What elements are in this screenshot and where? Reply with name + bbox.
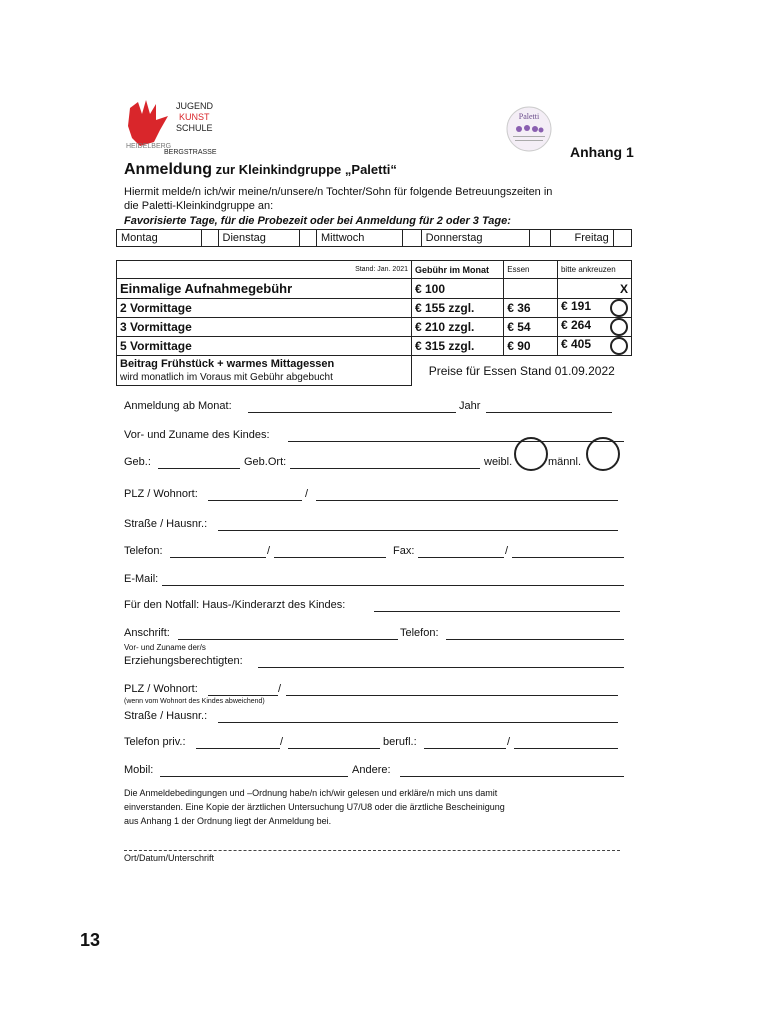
plz-slash: / <box>305 488 309 500</box>
once-label: Einmalige Aufnahmegebühr <box>117 279 412 299</box>
strasse-label: Straße / Hausnr.: <box>124 518 208 530</box>
email-field[interactable] <box>162 585 624 586</box>
day-mittwoch-box[interactable] <box>403 230 421 247</box>
prices-note: Preise für Essen Stand 01.09.2022 <box>428 363 615 378</box>
andere-field[interactable] <box>400 776 624 777</box>
row-3-checkbox[interactable] <box>610 318 628 336</box>
telefon-label: Telefon: <box>124 545 163 557</box>
row-2-fee: € 155 zzgl. <box>412 299 504 318</box>
row-3-food: € 54 <box>504 318 558 337</box>
plz2-label: PLZ / Wohnort: <box>124 683 198 695</box>
jahr-field[interactable] <box>486 412 612 413</box>
statement-line-1: Die Anmeldebedingungen und –Ordnung habe/n ich/wir gelesen und erkläre/n mich uns damit <box>124 788 498 798</box>
statement-line-2: einverstanden. Eine Kopie der ärztlichen Untersuchung U7/U8 oder die ärztliche Bescheinigung <box>124 802 505 812</box>
logo-kunst: KUNST <box>179 112 210 122</box>
day-donnerstag: Donnerstag <box>421 230 529 247</box>
once-checkmark[interactable]: X <box>557 279 631 299</box>
row-2-checkbox[interactable] <box>610 299 628 317</box>
day-freitag-box[interactable] <box>613 230 631 247</box>
berufl-label: berufl.: <box>383 736 417 748</box>
plz2-note: (wenn vom Wohnort des Kindes abweichend) <box>124 698 265 705</box>
geb-ort-field[interactable] <box>290 468 480 469</box>
notfall-label: Für den Notfall: Haus-/Kinderarzt des Kindes: <box>124 599 346 611</box>
plz-field[interactable] <box>208 500 302 501</box>
statement-line-3: aus Anhang 1 der Ordnung liegt der Anmeldung bei. <box>124 816 332 826</box>
page-number: 13 <box>80 930 101 950</box>
telefon-field-1[interactable] <box>170 557 266 558</box>
title-main: Anmeldung <box>124 161 212 178</box>
logo-schule: SCHULE <box>176 123 213 133</box>
row-3-total-cell[interactable] <box>557 318 631 337</box>
days-table <box>116 229 632 247</box>
intro-line-2: die Paletti-Kleinkindgruppe an: <box>124 200 274 212</box>
meal-cell <box>117 356 412 386</box>
row-5-total-cell[interactable] <box>557 337 631 356</box>
plz-label: PLZ / Wohnort: <box>124 488 198 500</box>
favorite-days-label: Favorisierte Tage, für die Probezeit oder bei Anmeldung für 2 oder 3 Tage: <box>124 215 511 227</box>
day-dienstag-box[interactable] <box>300 230 317 247</box>
meal-note: wird monatlich im Voraus mit Gebühr abgebucht <box>120 371 333 383</box>
paletti-logo <box>495 105 563 153</box>
geb-ort-label: Geb.Ort: <box>244 456 287 468</box>
food-col-header: Essen <box>504 261 558 279</box>
berufl-field-2[interactable] <box>514 748 618 749</box>
fee-table <box>116 260 632 386</box>
erz-small-label: Vor- und Zuname der/s <box>124 643 206 652</box>
day-montag: Montag <box>117 230 202 247</box>
row-5-fee: € 315 zzgl. <box>412 337 504 356</box>
logo-heidelberg: HEIDELBERG <box>126 143 172 150</box>
berufl-field-1[interactable] <box>424 748 506 749</box>
day-montag-box[interactable] <box>201 230 218 247</box>
wohnort2-field[interactable] <box>286 695 618 696</box>
anschrift-label: Anschrift: <box>124 627 170 639</box>
name-kind-field[interactable] <box>288 441 624 442</box>
fee-stand: Stand: Jan. 2021 <box>117 261 412 279</box>
row-5-label: 5 Vormittage <box>117 337 412 356</box>
row-2-total-cell[interactable] <box>557 299 631 318</box>
anmeldung-ab-label: Anmeldung ab Monat: <box>124 400 232 412</box>
tel-priv-field-2[interactable] <box>288 748 380 749</box>
tel-priv-field-1[interactable] <box>196 748 280 749</box>
strasse2-label: Straße / Hausnr.: <box>124 710 208 722</box>
tel-priv-slash: / <box>280 736 284 748</box>
mobil-field[interactable] <box>160 776 348 777</box>
signature-label: Ort/Datum/Unterschrift <box>124 853 215 863</box>
telefon2-field[interactable] <box>446 639 624 640</box>
once-fee: € 100 <box>412 279 504 299</box>
andere-label: Andere: <box>352 764 391 776</box>
maennl-label: männl. <box>548 456 582 468</box>
row-3-total: € 264 <box>560 318 591 332</box>
row-2-food: € 36 <box>504 299 558 318</box>
meal-bold-text: Beitrag Frühstück + warmes Mittagessen <box>120 357 335 370</box>
row-2-total: € 191 <box>560 299 591 313</box>
maennl-checkbox[interactable] <box>586 437 620 471</box>
anmeldung-monat-field[interactable] <box>248 412 456 413</box>
check-col-header: bitte ankreuzen <box>557 261 631 279</box>
once-food-empty <box>504 279 558 299</box>
row-3-label: 3 Vormittage <box>117 318 412 337</box>
row-3-fee: € 210 zzgl. <box>412 318 504 337</box>
tel-priv-label: Telefon priv.: <box>124 736 186 748</box>
anschrift-field[interactable] <box>178 639 398 640</box>
weibl-label: weibl. <box>484 456 513 468</box>
day-dienstag: Dienstag <box>218 230 300 247</box>
erz-field[interactable] <box>258 667 624 668</box>
fee-col-header: Gebühr im Monat <box>412 261 504 279</box>
day-mittwoch: Mittwoch <box>317 230 403 247</box>
row-5-food: € 90 <box>504 337 558 356</box>
fax-slash: / <box>505 545 509 557</box>
telefon-slash: / <box>267 545 271 557</box>
name-kind-label: Vor- und Zuname des Kindes: <box>124 429 270 441</box>
form-title <box>124 161 397 179</box>
wohnort-field[interactable] <box>316 500 618 501</box>
row-2-label: 2 Vormittage <box>117 299 412 318</box>
intro-line-1: Hiermit melde/n ich/wir meine/n/unsere/n Tochter/Sohn für folgende Betreuungszeiten in <box>124 186 553 198</box>
notfall-field[interactable] <box>374 611 620 612</box>
strasse-field[interactable] <box>218 530 618 531</box>
paletti-logo-text: Paletti <box>518 112 540 121</box>
mobil-label: Mobil: <box>124 764 154 776</box>
intro-text <box>124 185 552 213</box>
geb-field[interactable] <box>158 468 240 469</box>
jugendkunstschule-logo <box>124 98 224 158</box>
plz2-field[interactable] <box>208 695 278 696</box>
row-5-checkbox[interactable] <box>610 337 628 355</box>
fax-label: Fax: <box>393 545 415 557</box>
logo-bergstrasse: BERGSTRASSE <box>164 149 217 156</box>
jahr-label: Jahr <box>459 400 481 412</box>
day-donnerstag-box[interactable] <box>529 230 550 247</box>
telefon2-label: Telefon: <box>400 627 439 639</box>
day-freitag: Freitag <box>550 230 613 247</box>
fax-field-1[interactable] <box>418 557 504 558</box>
row-5-total: € 405 <box>560 337 591 351</box>
title-rest: zur Kleinkindgruppe „Paletti“ <box>212 162 397 177</box>
telefon-field-2[interactable] <box>274 557 386 558</box>
logo-jugend: JUGEND <box>176 101 214 111</box>
plz2-slash: / <box>278 683 282 695</box>
erz-label: Erziehungsberechtigten: <box>124 655 243 667</box>
anhang-label: Anhang 1 <box>570 144 634 160</box>
signature-field[interactable] <box>124 850 620 851</box>
weibl-checkbox[interactable] <box>514 437 548 471</box>
berufl-slash: / <box>507 736 511 748</box>
strasse2-field[interactable] <box>218 722 618 723</box>
fax-field-2[interactable] <box>512 557 624 558</box>
email-label: E-Mail: <box>124 573 159 585</box>
geb-label: Geb.: <box>124 456 151 468</box>
